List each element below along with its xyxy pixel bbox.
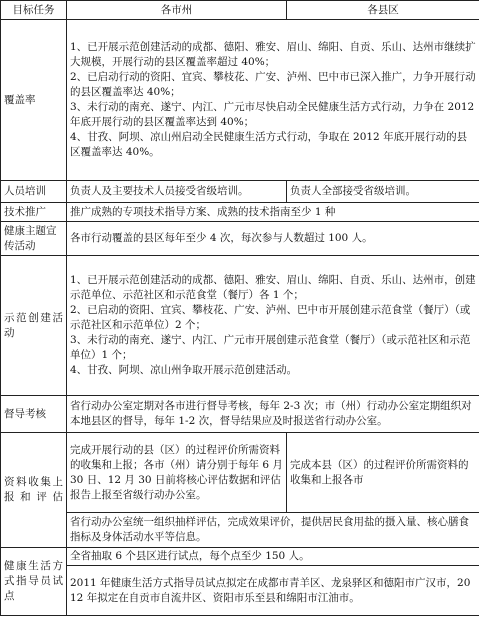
pilot-line-2: 2011 年健康生活方式指导员试点拟定在成都市青羊区、龙泉驿区和德阳市广汉市，2012 年拟定在自贡市自流井区、资阳市乐至县和绵阳市江油市。 bbox=[67, 566, 479, 616]
evaluation-city: 完成开展行动的县（区）的过程评价所需资料的收集和上报；各市（州）请分别于每年 6 月 30 日、12 月 30 日前将核心评估数据和评估报告上报至省级行动办公室。 bbox=[67, 433, 287, 513]
pilot-row-2 bbox=[1, 566, 479, 616]
coverage-line-2: 2、已启动行动的资阳、宜宾、攀枝花、广安、泸州、巴中市已深入推广，力争开展行动的县区覆盖率达 40%； bbox=[70, 71, 476, 98]
coverage-content bbox=[67, 20, 479, 181]
tech-row bbox=[1, 203, 479, 222]
evaluation-label: 资料收集上报和评估 bbox=[1, 433, 67, 548]
pilot-label: 健康生活方式指导员试点 bbox=[1, 548, 67, 616]
coverage-line-4: 4、甘孜、阿坝、凉山州启动全民健康生活方式行动，争取在 2012 年底开展行动的县区覆盖率达 40%。 bbox=[70, 131, 468, 158]
demo-row bbox=[1, 256, 479, 396]
training-label: 人员培训 bbox=[1, 181, 67, 203]
demo-label: 示范创建活动 bbox=[1, 256, 67, 396]
training-county: 负责人全部接受省级培训。 bbox=[287, 181, 479, 203]
evaluation-county: 完成本县（区）的过程评价所需资料的收集和上报各市 bbox=[287, 433, 479, 513]
pilot-line-1: 全省抽取 6 个县区进行试点，每个点至少 150 人。 bbox=[67, 548, 479, 566]
coverage-line-3: 3、未行动的南充、遂宁、内江、广元市尽快启动全民健康生活方式行动，力争在 2012 年底开展行动的县区覆盖率达到 40%； bbox=[70, 101, 475, 128]
training-city: 负责人及主要技术人员接受省级培训。 bbox=[67, 181, 287, 203]
header-target: 目标任务 bbox=[1, 1, 67, 20]
demo-line-1: 1、已开展示范创建活动的成都、德阳、雅安、眉山、绵阳、自贡、乐山、达州市，创建示范单位、示范社区和示范食堂（餐厅）各 1 个； bbox=[70, 274, 476, 301]
supervision-row bbox=[1, 396, 479, 433]
coverage-row bbox=[1, 20, 479, 181]
publicity-text: 各市行动覆盖的县区每年至少 4 次，每次参与人数超过 100 人。 bbox=[67, 222, 479, 256]
evaluation-row-2 bbox=[1, 513, 479, 548]
coverage-label: 覆盖率 bbox=[1, 20, 67, 181]
header-city: 各市州 bbox=[67, 1, 287, 20]
header-county: 各县区 bbox=[287, 1, 479, 20]
demo-line-2: 2、已启动的资阳、宜宾、攀枝花、广安、泸州、巴中市开展创建示范食堂（餐厅）（或示范社区和示范单位）2 个； bbox=[70, 304, 471, 331]
publicity-label: 健康主题宣传活动 bbox=[1, 222, 67, 256]
demo-line-4: 4、甘孜、阿坝、凉山州争取开展示范创建活动。 bbox=[70, 364, 298, 376]
publicity-row bbox=[1, 222, 479, 256]
pilot-row-1 bbox=[1, 548, 479, 566]
coverage-line-1: 1、已开展示范创建活动的成都、德阳、雅安、眉山、绵阳、自贡、乐山、达州市继续扩大规模，开展行动的县区覆盖率超过 40%； bbox=[70, 41, 476, 68]
evaluation-row-1 bbox=[1, 433, 479, 513]
training-row bbox=[1, 181, 479, 203]
demo-line-3: 3、未行动的南充、遂宁、内江、广元市开展创建示范食堂（餐厅）（或示范社区和示范单位）1 个； bbox=[70, 334, 471, 361]
tech-label: 技术推广 bbox=[1, 203, 67, 222]
tech-text: 推广成熟的专项技术指导方案、成熟的技术指南至少 1 种 bbox=[67, 203, 479, 222]
evaluation-common: 省行动办公室统一组织抽样评估，完成效果评价，提供居民食用盐的摄入量、核心膳食指标及身体活动水平等信息。 bbox=[67, 513, 479, 548]
demo-content bbox=[67, 256, 479, 396]
header-row bbox=[1, 1, 479, 20]
supervision-label: 督导考核 bbox=[1, 396, 67, 433]
supervision-text: 省行动办公室定期对各市进行督导考核，每年 2-3 次；市（州）行动办公室定期组织对本地县区的督导，每年 1-2 次，督导结果应及时报送省行动办公室。 bbox=[67, 396, 479, 433]
